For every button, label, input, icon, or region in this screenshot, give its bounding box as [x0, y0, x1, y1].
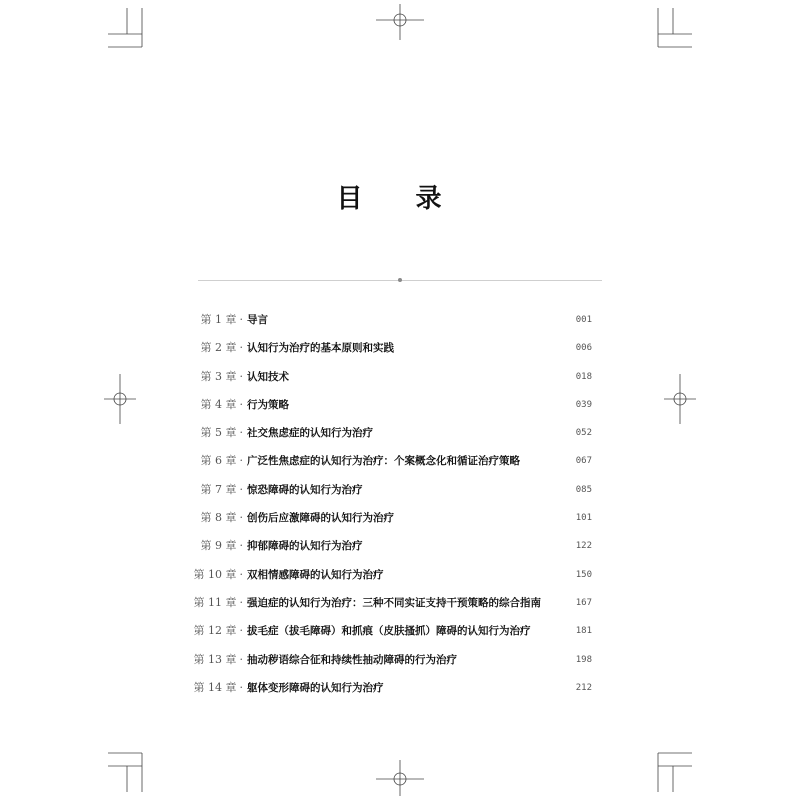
- toc-chapter-title: 抑郁障碍的认知行为治疗: [247, 540, 363, 553]
- toc-chapter-title: 抽动秽语综合征和持续性抽动障碍的行为治疗: [247, 653, 457, 666]
- toc-chapter-number: 第 7 章 ·: [200, 482, 243, 496]
- toc-separator: ·: [239, 454, 243, 468]
- toc-chapter-title: 行为策略: [247, 398, 289, 411]
- toc-entry[interactable]: [0, 363, 800, 391]
- toc-chapter-number: 第 14 章 ·: [193, 680, 243, 694]
- toc-chapter-title: 强迫症的认知行为治疗：三种不同实证支持干预策略的综合指南: [247, 596, 541, 609]
- toc-chapter-number: 第 5 章 ·: [200, 426, 243, 440]
- toc-page-number: 039: [575, 399, 592, 410]
- toc-separator: ·: [239, 680, 243, 694]
- toc-entry[interactable]: [0, 419, 800, 447]
- toc-chapter-number: 第 11 章 ·: [193, 595, 243, 609]
- toc-chapter-number: 第 12 章 ·: [193, 624, 243, 638]
- toc-separator: ·: [239, 652, 243, 666]
- toc-chapter-title: 认知技术: [247, 370, 289, 383]
- toc-chapter-number: 第 8 章 ·: [200, 511, 243, 525]
- toc-entry[interactable]: [0, 391, 800, 419]
- toc-page-number: 052: [575, 428, 592, 439]
- toc-page-number: 006: [575, 343, 592, 354]
- toc-separator: ·: [239, 539, 243, 553]
- toc-entry[interactable]: [0, 617, 800, 645]
- toc-entry[interactable]: [0, 589, 800, 617]
- page-title: 目 录: [336, 184, 464, 214]
- toc-chapter-title: 双相情感障碍的认知行为治疗: [247, 568, 384, 581]
- toc-page-number: 198: [575, 654, 592, 665]
- toc-chapter-number: 第 4 章 ·: [200, 397, 243, 411]
- toc-entry[interactable]: [0, 561, 800, 589]
- toc-entry[interactable]: [0, 447, 800, 475]
- toc-chapter-title: 导言: [247, 314, 268, 326]
- toc-separator: ·: [239, 595, 243, 609]
- divider-ornament: [398, 278, 402, 282]
- toc-page-number: 067: [575, 456, 592, 467]
- toc-entry[interactable]: [0, 476, 800, 504]
- toc-entry[interactable]: [0, 306, 800, 334]
- toc-chapter-number: 第 13 章 ·: [193, 652, 243, 666]
- toc-chapter-title: 躯体变形障碍的认知行为治疗: [247, 681, 384, 694]
- toc-entry[interactable]: [0, 334, 800, 362]
- toc-entry[interactable]: [0, 504, 800, 532]
- toc-entry[interactable]: [0, 532, 800, 560]
- toc-chapter-title: 认知行为治疗的基本原则和实践: [247, 342, 394, 355]
- toc-entry[interactable]: [0, 646, 800, 674]
- toc-separator: ·: [239, 511, 243, 525]
- toc-chapter-number: 第 9 章 ·: [200, 539, 243, 553]
- toc-chapter-number: 第 6 章 ·: [200, 454, 243, 468]
- toc-chapter-title: 创伤后应激障碍的认知行为治疗: [247, 512, 394, 525]
- toc-page-number: 001: [575, 315, 592, 325]
- toc-page-number: 101: [575, 513, 592, 524]
- toc-page-number: 181: [575, 626, 592, 637]
- toc-chapter-title: 惊恐障碍的认知行为治疗: [247, 483, 363, 496]
- table-of-contents: [0, 306, 800, 702]
- toc-chapter-number: 第 2 章 ·: [200, 341, 243, 355]
- toc-separator: ·: [239, 426, 243, 440]
- toc-chapter-number: 第 1 章 ·: [200, 313, 243, 326]
- toc-page-number: 212: [575, 682, 592, 693]
- toc-chapter-number: 第 3 章 ·: [200, 369, 243, 383]
- toc-separator: ·: [239, 341, 243, 355]
- toc-separator: ·: [239, 369, 243, 383]
- toc-chapter-title: 社交焦虑症的认知行为治疗: [247, 427, 373, 440]
- toc-page-number: 018: [575, 371, 592, 382]
- toc-page-number: 150: [575, 569, 592, 580]
- toc-separator: ·: [239, 482, 243, 496]
- toc-chapter-title: 广泛性焦虑症的认知行为治疗：个案概念化和循证治疗策略: [247, 455, 520, 468]
- toc-page-number: 085: [575, 484, 592, 495]
- toc-separator: ·: [239, 624, 243, 638]
- toc-separator: ·: [239, 397, 243, 411]
- toc-separator: ·: [239, 313, 243, 326]
- toc-chapter-title: 拔毛症（拔毛障碍）和抓痕（皮肤搔抓）障碍的认知行为治疗: [247, 625, 531, 638]
- toc-entry[interactable]: [0, 674, 800, 702]
- toc-page-number: 122: [575, 541, 592, 552]
- toc-separator: ·: [239, 567, 243, 581]
- toc-page-number: 167: [575, 597, 592, 608]
- toc-chapter-number: 第 10 章 ·: [193, 567, 243, 581]
